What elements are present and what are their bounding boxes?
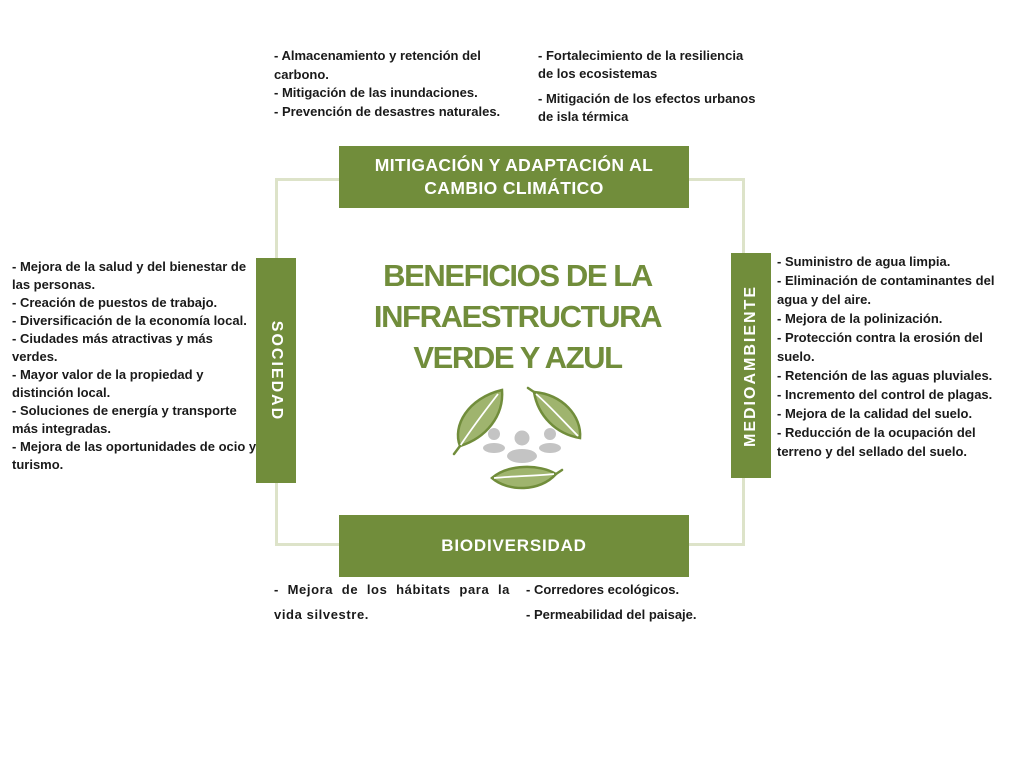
list-item: - Ciudades más atractivas y más verdes. — [12, 331, 213, 364]
list-item: - Soluciones de energía y transporte más integradas. — [12, 403, 237, 436]
society-benefits-list — [12, 258, 257, 474]
list-item: - Creación de puestos de trabajo. — [12, 295, 218, 310]
leaf-icon — [492, 467, 562, 488]
list-item: - Mitigación de los efectos urbanos de isla térmica — [538, 91, 756, 124]
list-item: - Retención de las aguas pluviales. — [777, 368, 993, 383]
title-line: BENEFICIOS DE LA — [383, 258, 652, 293]
list-item: - Corredores ecológicos. — [526, 582, 680, 597]
banner-society-label: SOCIEDAD — [268, 320, 285, 421]
list-item: - Mejora de la salud y del bienestar de las personas. — [12, 259, 247, 292]
list-item: - Mejora de la calidad del suelo. — [777, 406, 973, 421]
list-item: - Fortalecimiento de la resiliencia de los ecosistemas — [538, 48, 744, 81]
list-item: - Reducción de la ocupación del terreno y del sellado del suelo. — [777, 425, 976, 459]
list-item: - Protección contra la erosión del suelo. — [777, 330, 983, 364]
banner-environment — [731, 253, 771, 478]
banner-climate — [339, 146, 689, 208]
banner-climate-line1: MITIGACIÓN Y ADAPTACIÓN AL — [374, 155, 654, 175]
list-item: - Suministro de agua limpia. — [777, 254, 951, 269]
list-item: - Mejora de los hábitats para la vida silvestre. — [274, 582, 510, 622]
list-item: - Mitigación de las inundaciones. — [274, 85, 478, 101]
people-icon — [483, 428, 561, 463]
environment-benefits-list — [777, 252, 1020, 461]
list-item: - Mejora de la polinización. — [777, 311, 943, 326]
list-item: - Mayor valor de la propiedad y distinción local. — [12, 367, 204, 400]
title-line: INFRAESTRUCTURA — [373, 299, 662, 334]
biodiversity-benefits-list-left — [274, 578, 510, 627]
banner-biodiversity — [339, 515, 689, 577]
banner-biodiversity-label: BIODIVERSIDAD — [441, 536, 587, 555]
climate-benefits-list-left — [274, 47, 524, 122]
list-item: - Diversificación de la economía local. — [12, 313, 247, 328]
list-item: - Eliminación de contaminantes del agua y del aire. — [777, 273, 995, 307]
banner-climate-line2: CAMBIO CLIMÁTICO — [424, 178, 604, 198]
diagram-title — [335, 255, 700, 378]
green-infrastructure-illustration — [440, 380, 590, 500]
list-item: - Incremento del control de plagas. — [777, 387, 993, 402]
list-item: - Permeabilidad del paisaje. — [526, 606, 697, 622]
banner-society — [256, 258, 296, 483]
list-item: - Almacenamiento y retención del carbono. — [274, 48, 481, 82]
list-item: - Prevención de desastres naturales. — [274, 104, 501, 120]
banner-environment-label: MEDIOAMBIENTE — [742, 284, 759, 447]
title-line: VERDE Y AZUL — [413, 340, 622, 375]
list-item: - Mejora de las oportunidades de ocio y turismo. — [12, 439, 257, 472]
biodiversity-benefits-list-right — [526, 578, 746, 627]
climate-benefits-list-right — [538, 47, 760, 133]
